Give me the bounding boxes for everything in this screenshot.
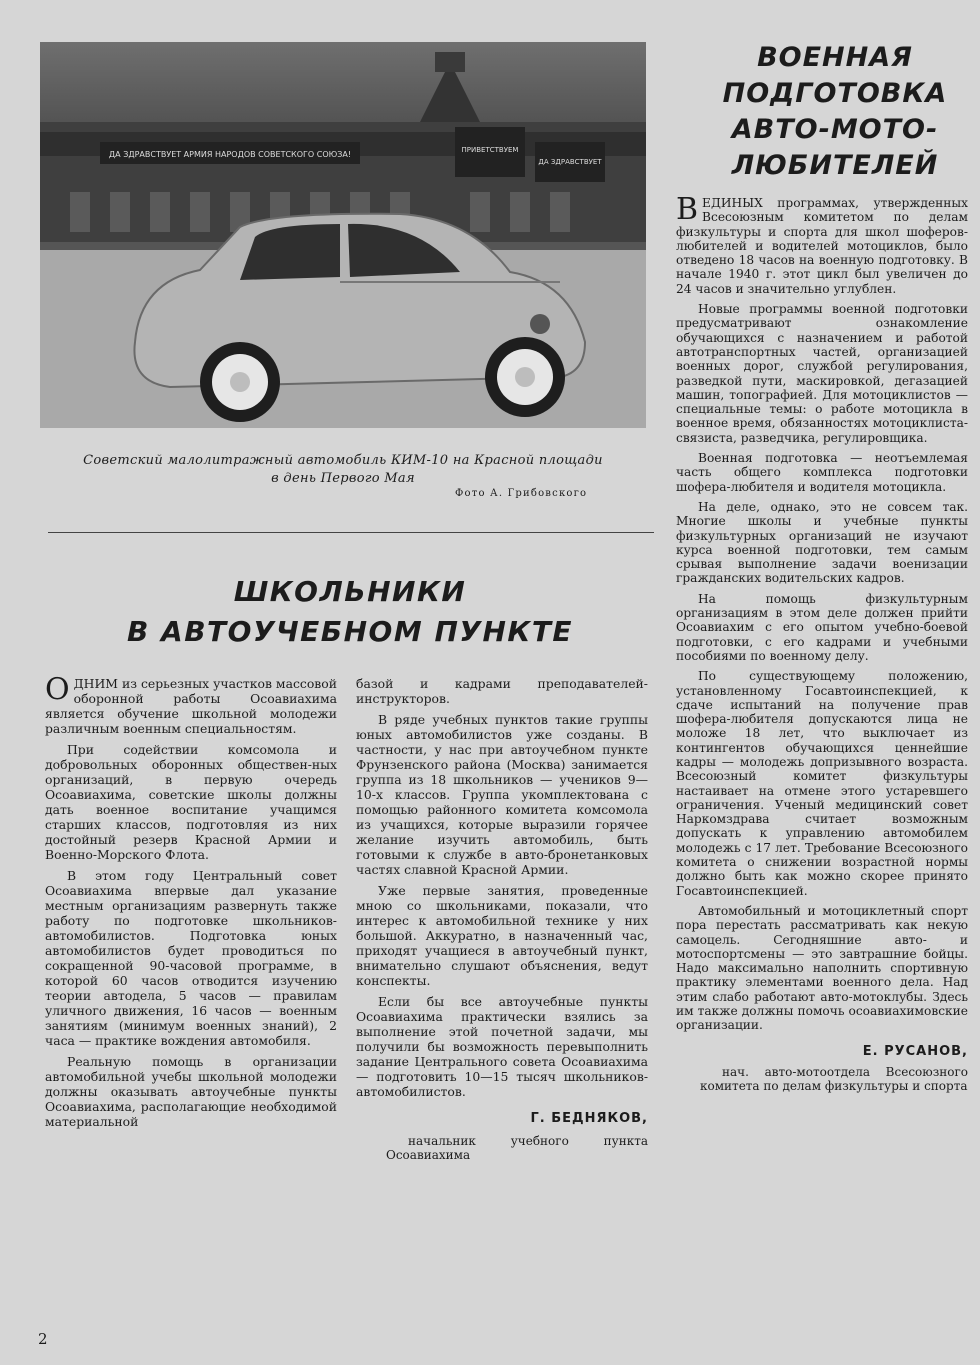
center-author-position: начальник учебного пункта Осоавиахима <box>386 1134 648 1162</box>
right-paragraph: По существующему положению, установленному Госавтоинспекцией, к сдаче испытаний на получение прав шофера-любителя допускаются лица не моложе 18 лет, что выключает из контингентов обучающихся ценнейшие кадры — молодежь допризывного возраста. Всесоюзный комитет физкультуры настаивает на отмене этого устаревшего ограничения. Ученый медицинский совет Наркомздрава считает возможным допускать к управлению автомобилем молодежь с 17 лет. Требование Всесоюзного комитета о снижении возрастной нормы должно быть как можно скорее принято Госавтоинспекцией. <box>676 669 968 898</box>
right-paragraph: Военная подготовка — неотъемлемая часть общего комплекса подготовки шофера-любителя и водителя мотоцикла. <box>676 451 968 494</box>
center-paragraph: В ряде учебных пунктов такие группы юных автомобилистов уже созданы. В частности, у нас при автоучебном пункте Фрунзенского района (Москва) занимается группа из 18 школьников — учеников 9—10-х классов. Группа укомплектована с помощью районного комитета комсомола из учащихся, которые выразили горячее желание изучить автомобиль, быть готовыми к службе в авто-бронетанковых частях славной Красной Армии. <box>356 712 648 877</box>
center-paragraph: В этом году Центральный совет Осоавиахима впервые дал указание местным организациям развернуть также работу по подготовке школьников-автомобилистов. Подготовка юных автомобилистов будет проводиться по сокращенной 90-часовой программе, в которой 60 часов отводится изучению теории автодела, 5 часов — правилам уличного движения, 16 часов — военным занятиям (минимум военных знаний), 2 часа — практике вождения автомобиля. <box>45 868 337 1048</box>
right-title-line-2: ПОДГОТОВКА <box>722 78 948 109</box>
center-dropcap: О <box>45 672 70 707</box>
right-paragraph: На помощь физкультурным организациям в этом деле должен прийти Осоавиахим с его опытом учебно-боевой подготовки, с его кадрами и учебными пособиями по военному делу. <box>676 591 968 663</box>
center-title-line-1: ШКОЛЬНИКИ <box>233 575 467 608</box>
center-paragraph: Если бы все автоучебные пункты Осоавиахима практически взялись за выполнение этой почетной задачи, мы получили бы возможность перевыполнить задание Центрального совета Осоавиахима — подготовить 10—15 тысяч школьников-автомобилистов. <box>356 994 648 1099</box>
car-photo <box>40 42 646 428</box>
right-paragraph: На деле, однако, это не совсем так. Многие школы и учебные пункты физкультурных организаций не изучают курса военной подготовки, тем самым срывая выполнение задачи военизации гражданских водительских кадров. <box>676 499 968 586</box>
photo-credit: Фото А. Грибовского <box>455 488 588 499</box>
right-paragraph <box>676 192 968 296</box>
right-author: Е. РУСАНОВ, <box>862 1043 968 1059</box>
caption-line-2: в день Первого Мая <box>271 471 415 486</box>
right-paragraph: Автомобильный и мотоциклетный спорт пора перестать рассматривать как некую самоцель. Сегодняшние авто- и мотоспортсмены — это завтрашние бойцы. Надо максимально наполнить спортивную практику элементами военного дела. Над этим слабо работают авто-мотоклубы. Здесь им также должны помочь осоавиахимовские организации. <box>676 903 968 1033</box>
banner-2: ПРИВЕТСТВУЕМ <box>461 146 519 154</box>
right-paragraph-text: ЕДИНЫХ программах, утвержденных Всесоюзным комитетом по делам физкультуры и спорта для школ шоферов-любителей и водителей мотоциклов, было отведено 18 часов на военную подготовку. В начале 1940 г. этот цикл был увеличен до 24 часов и значительно углублен. <box>676 196 968 296</box>
right-paragraph: Новые программы военной подготовки предусматривают ознакомление обучающихся с назначением и работой автотранспортных частей, организацией военных дорог, службой регулирования, разведкой пути, маскировкой, дегазацией машин, топографией. Для мотоциклистов — специальные темы: о работе мотоцикла в военное время, обязанностях мотоциклиста-связиста, разведчика, регулировщика. <box>676 302 968 445</box>
divider <box>48 532 654 533</box>
banner-1: ДА ЗДРАВСТВУЕТ АРМИЯ НАРОДОВ СОВЕТСКОГО СОЮЗА! <box>108 150 352 159</box>
right-title-line-4: ЛЮБИТЕЛЕЙ <box>731 150 939 181</box>
banner-3: ДА ЗДРАВСТВУЕТ <box>538 158 602 166</box>
right-article-title <box>700 40 970 184</box>
center-paragraph: базой и кадрами преподавателей-инструкторов. <box>356 676 648 706</box>
caption-line-1: Советский малолитражный автомобиль КИМ-10 на Красной площади <box>83 453 603 468</box>
center-article-title <box>100 572 600 652</box>
center-paragraph: При содействии комсомола и добровольных оборонных обществен-ных организаций, в первую очередь Осоавиахима, советские школы должны дать военное воспитание учащимся старших классов, подготовляя из них достойный резерв Красной Армии и Военно-Морского Флота. <box>45 742 337 862</box>
center-paragraph: Уже первые занятия, проведенные мною со школьниками, показали, что интерес к автомобильной технике у них большой. Аккуратно, в назначенный час, приходят учащиеся в автоучебный пункт, внимательно слушают объяснения, ведут конспекты. <box>356 883 648 988</box>
right-title-line-1: ВОЕННАЯ <box>757 42 913 73</box>
right-title-line-3: АВТО-МОТО- <box>731 114 939 145</box>
center-paragraph-text: ДНИМ из серьезных участков массовой оборонной работы Осоавиахима является обучение школьной молодежи различным военным специальностям. <box>45 676 337 736</box>
right-dropcap: В <box>676 192 699 227</box>
right-article-body <box>676 192 968 1099</box>
center-paragraph <box>45 672 337 736</box>
page-number: 2 <box>38 1330 48 1348</box>
center-article-col-2 <box>356 676 648 1168</box>
car-photo-icon <box>40 42 646 428</box>
photo-caption <box>40 452 646 488</box>
center-article-col-1 <box>45 672 337 1135</box>
center-paragraph: Реальную помощь в организации автомобильной учебы школьной молодежи должны оказывать автоучебные пункты Осоавиахима, располагающие необходимой материальной <box>45 1054 337 1129</box>
center-title-line-2: В АВТОУЧЕБНОМ ПУНКТЕ <box>126 615 574 648</box>
center-author: Г. БЕДНЯКОВ, <box>530 1111 648 1126</box>
right-author-position: нач. авто-мотоотдела Всесоюзного комитета по делам физкультуры и спорта <box>700 1064 968 1093</box>
